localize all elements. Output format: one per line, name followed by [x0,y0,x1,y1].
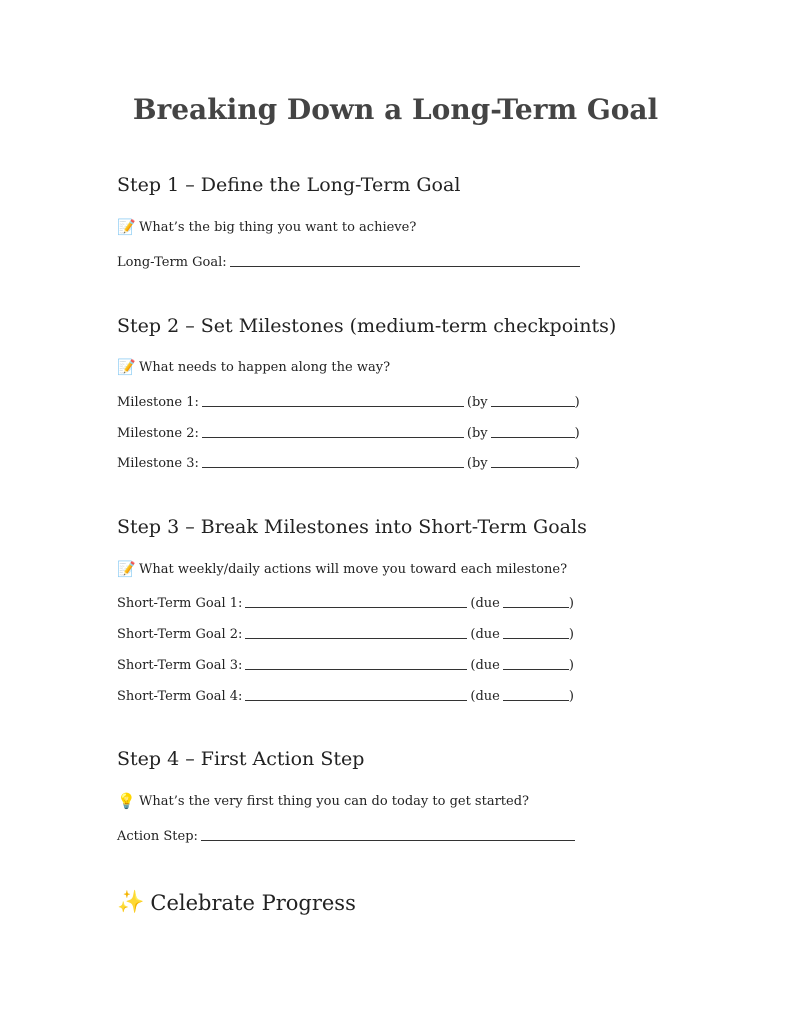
short-term-goal-row [117,593,574,611]
step1-prompt-text: What’s the big thing you want to achieve? [139,219,417,235]
milestone-deadline-blank[interactable] [491,426,575,438]
step4-prompt-text: What’s the very first thing you can do today to get started? [139,793,530,809]
step1-prompt [117,218,416,236]
short-term-goal-deadline-prefix: (due [470,596,500,611]
action-step-blank[interactable] [201,829,575,841]
step2-heading: Step 2 – Set Milestones (medium-term checkpoints) [117,315,617,337]
step1-heading: Step 1 – Define the Long-Term Goal [117,174,461,196]
milestone-label: Milestone 2: [117,426,199,441]
lightbulb-icon: 💡 [117,792,136,810]
short-term-goal-label: Short-Term Goal 2: [117,627,243,642]
step4-heading: Step 4 – First Action Step [117,748,365,770]
step4-prompt [117,792,529,810]
milestone-blank[interactable] [202,395,464,407]
sparkles-icon: ✨ [117,890,145,915]
step2-prompt-text: What needs to happen along the way? [139,359,391,375]
short-term-goal-blank[interactable] [245,689,467,701]
celebrate-heading [117,890,356,915]
short-term-goal-deadline-blank[interactable] [503,689,569,701]
milestone-label: Milestone 1: [117,395,199,410]
milestone-deadline-blank[interactable] [491,395,575,407]
page-title: Breaking Down a Long-Term Goal [132,93,659,126]
action-step-row [117,826,578,844]
memo-icon: 📝 [117,218,136,236]
short-term-goal-deadline-blank[interactable] [503,658,569,670]
short-term-goal-blank[interactable] [245,596,467,608]
short-term-goal-deadline-prefix: (due [470,658,500,673]
milestone-blank[interactable] [202,426,464,438]
step3-prompt [117,560,567,578]
milestone-deadline-prefix: (by [466,456,488,471]
short-term-goal-blank[interactable] [245,658,467,670]
short-term-goal-label: Short-Term Goal 4: [117,689,243,704]
short-term-goal-close: ) [568,689,574,704]
long-term-goal-row [117,252,583,270]
milestone-row [117,423,580,441]
milestone-blank[interactable] [202,456,464,468]
short-term-goal-deadline-blank[interactable] [503,627,569,639]
short-term-goal-deadline-blank[interactable] [503,596,569,608]
long-term-goal-blank[interactable] [230,255,580,267]
milestone-close: ) [574,426,580,441]
milestone-close: ) [574,395,580,410]
memo-icon: 📝 [117,560,136,578]
step2-prompt [117,358,390,376]
short-term-goal-close: ) [568,658,574,673]
action-step-label: Action Step: [117,829,198,844]
memo-icon: 📝 [117,358,136,376]
short-term-goal-label: Short-Term Goal 3: [117,658,243,673]
milestone-label: Milestone 3: [117,456,199,471]
short-term-goal-deadline-prefix: (due [470,627,500,642]
milestone-deadline-prefix: (by [466,395,488,410]
short-term-goal-row [117,686,574,704]
long-term-goal-label: Long-Term Goal: [117,255,227,270]
short-term-goal-label: Short-Term Goal 1: [117,596,243,611]
milestone-row [117,392,580,410]
short-term-goal-close: ) [568,596,574,611]
milestone-deadline-blank[interactable] [491,456,575,468]
step3-prompt-text: What weekly/daily actions will move you toward each milestone? [139,561,568,577]
celebrate-label: Celebrate Progress [150,890,356,915]
milestone-close: ) [574,456,580,471]
short-term-goal-deadline-prefix: (due [470,689,500,704]
short-term-goal-row [117,624,574,642]
step3-heading: Step 3 – Break Milestones into Short-Term Goals [117,516,587,538]
short-term-goal-blank[interactable] [245,627,467,639]
milestone-row [117,453,580,471]
milestone-deadline-prefix: (by [466,426,488,441]
short-term-goal-row [117,655,574,673]
short-term-goal-close: ) [568,627,574,642]
